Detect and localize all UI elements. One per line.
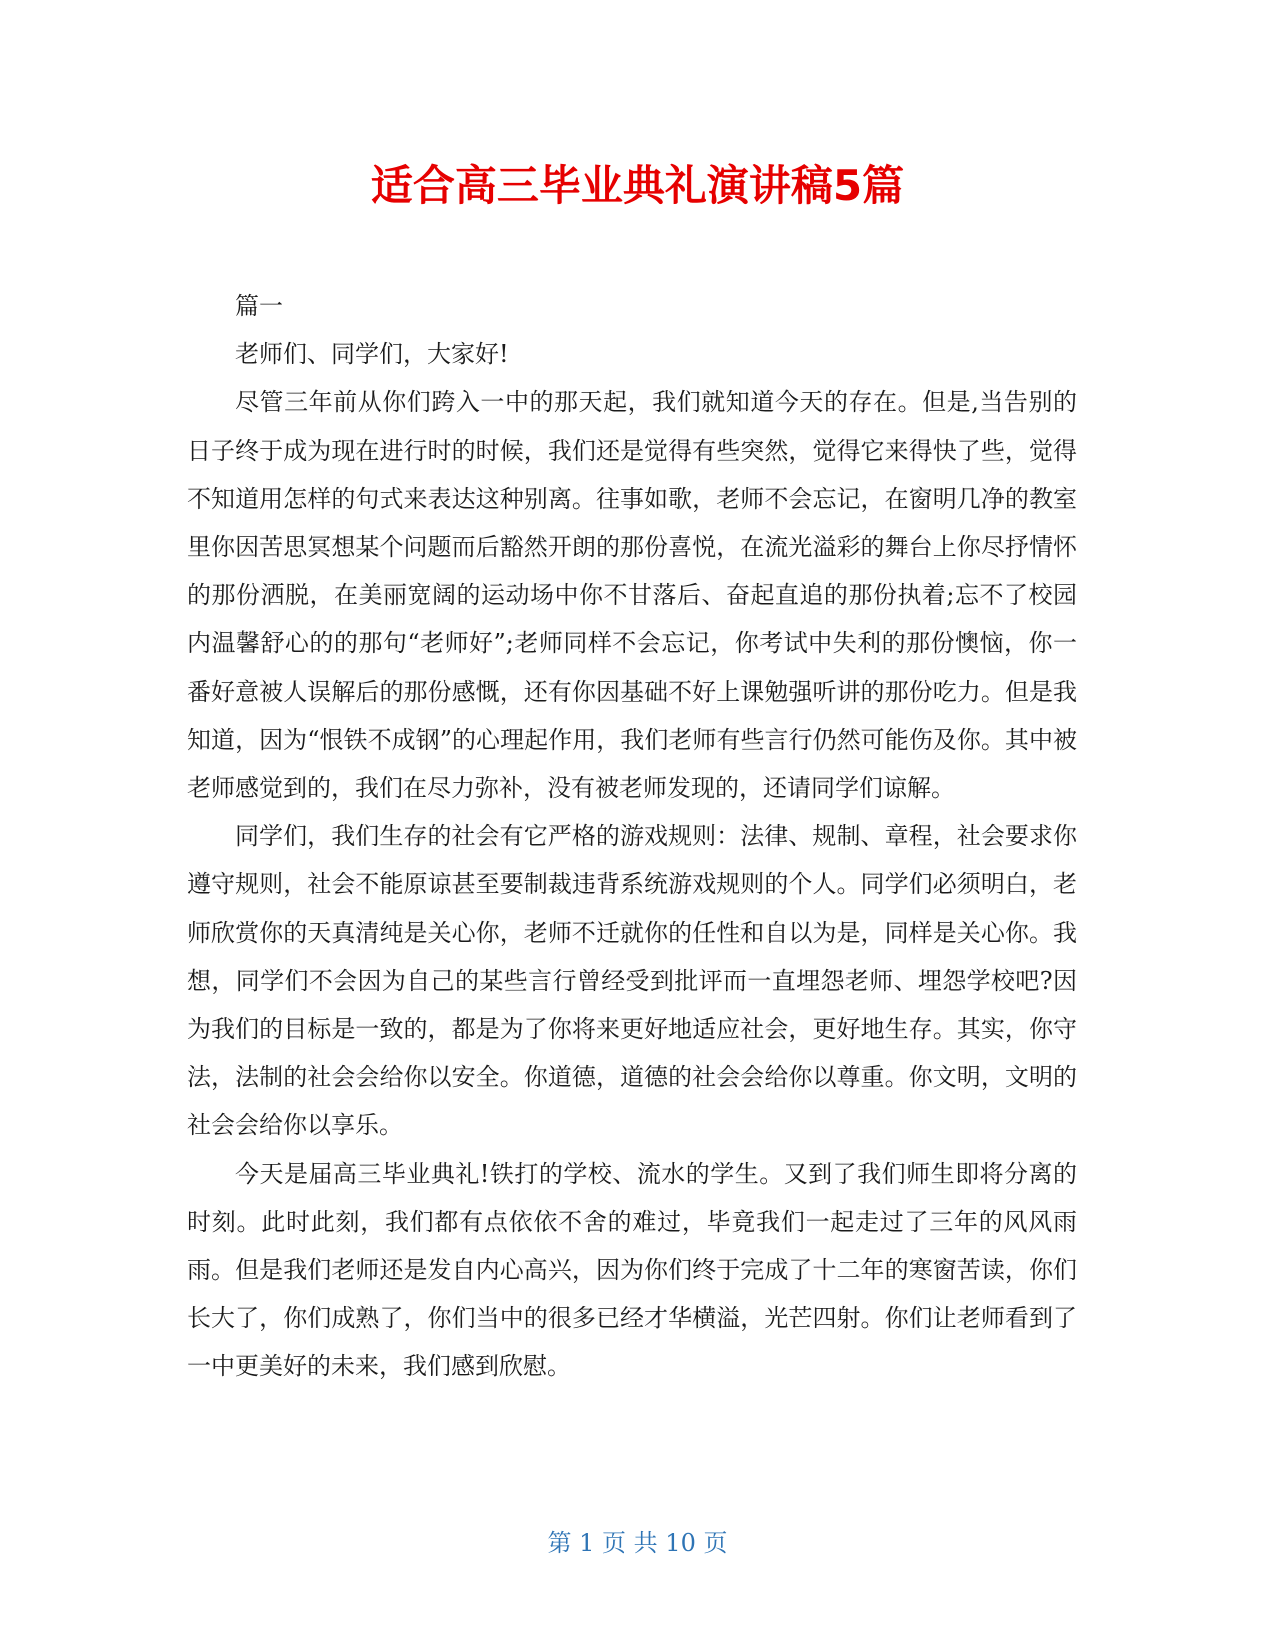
body-paragraph: 同学们，我们生存的社会有它严格的游戏规则：法律、规制、章程，社会要求你遵守规则，社会不能原谅甚至要制裁违背系统游戏规则的个人。同学们必须明白，老师欣赏你的天真清纯是关心你，老师不迁就你的任性和自以为是，同样是关心你。我想，同学们不会因为自己的某些言行曾经受到批评而一直埋怨老师、埋怨学校吧?因为我们的目标是一致的，都是为了你将来更好地适应社会，更好地生存。其实，你守法，法制的社会会给你以安全。你道德，道德的社会会给你以尊重。你文明，文明的社会会给你以享乐。 <box>187 822 1077 1140</box>
body-paragraph: 尽管三年前从你们跨入一中的那天起，我们就知道今天的存在。但是,当告别的日子终于成为现在进行时的时候，我们还是觉得有些突然，觉得它来得快了些，觉得不知道用怎样的句式来表达这种别离。往事如歌，老师不会忘记，在窗明几净的教室里你因苦思冥想某个问题而后豁然开朗的那份喜悦，在流光溢彩的舞台上你尽抒情怀的那份洒脱，在美丽宽阔的运动场中你不甘落后、奋起直追的那份执着;忘不了校园内温馨舒心的的那句“老师好”;老师同样不会忘记，你考试中失利的那份懊恼，你一番好意被人误解后的那份感慨，还有你因基础不好上课勉强听讲的那份吃力。但是我知道，因为“恨铁不成钢”的心理起作用，我们老师有些言行仍然可能伤及你。其中被老师感觉到的，我们在尽力弥补，没有被老师发现的，还请同学们谅解。 <box>187 388 1077 803</box>
document-title: 适合高三毕业典礼演讲稿5篇 <box>370 161 905 210</box>
greeting-paragraph: 老师们、同学们，大家好! <box>235 340 509 369</box>
body-paragraph: 今天是届高三毕业典礼!铁打的学校、流水的学生。又到了我们师生即将分离的时刻。此时此刻，我们都有点依依不舍的难过，毕竟我们一起走过了三年的风风雨雨。但是我们老师还是发自内心高兴，因为你们终于完成了十二年的寒窗苦读，你们长大了，你们成熟了，你们当中的很多已经才华横溢，光芒四射。你们让老师看到了一中更美好的未来，我们感到欣慰。 <box>187 1159 1077 1381</box>
page-number-footer: 第 1 页 共 10 页 <box>547 1529 728 1557</box>
section-heading: 篇一 <box>235 292 283 320</box>
document-body <box>187 282 1077 1391</box>
